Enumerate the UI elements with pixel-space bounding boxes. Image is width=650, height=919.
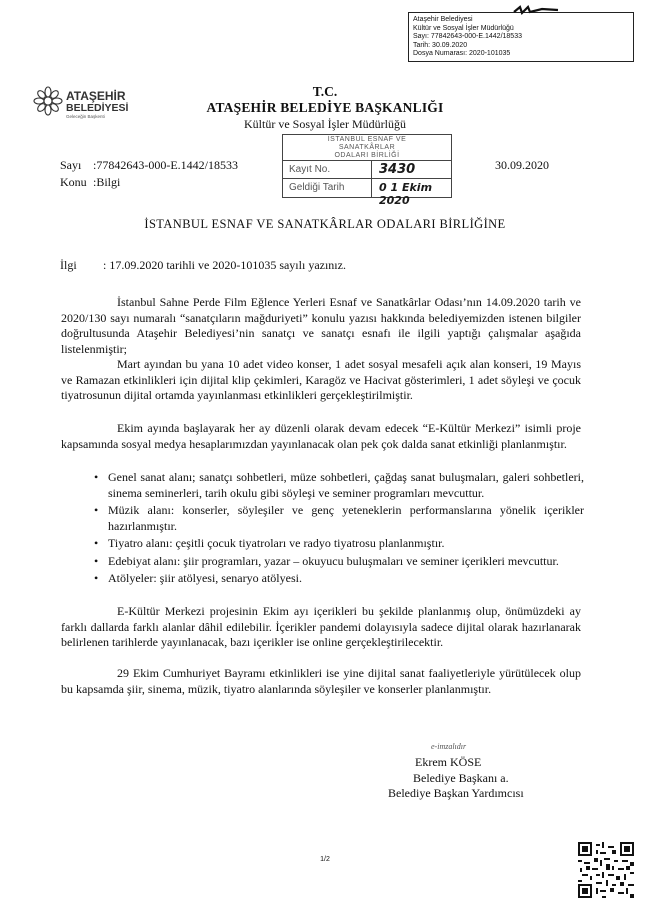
registry-line: Dosya Numarası: 2020-101035 <box>413 50 511 58</box>
konu-label: Konu <box>60 175 87 189</box>
list-item <box>94 470 584 501</box>
logo-line1: ATAŞEHİR <box>66 89 126 103</box>
list-item <box>94 571 584 587</box>
stamp-header <box>283 136 451 160</box>
bullet-icon: • <box>94 553 99 568</box>
signer-name: Ekrem KÖSE <box>415 755 482 769</box>
list-item <box>94 554 584 570</box>
stamp-row-gelis <box>283 178 451 207</box>
page-number: 1/2 <box>320 856 330 863</box>
stamp-row-kayit <box>283 160 451 179</box>
stamp-kayit-value: 3430 <box>379 162 416 177</box>
logo-tagline: Geleceğin Başkenti <box>66 114 105 119</box>
logo-line2: BELEDİYESİ <box>66 102 129 114</box>
bullet-icon: • <box>94 536 99 550</box>
ilgi-value: : 17.09.2020 tarihli ve 2020-101035 sayılı yazınız. <box>103 258 346 272</box>
list-item-text: Tiyatro alanı: çeşitli çocuk tiyatroları ve radyo tiyatrosu planlanmıştır. <box>108 536 445 550</box>
e-signature-note: e-imzalıdır <box>431 742 467 751</box>
handwritten-initial-mark <box>512 4 560 16</box>
document-date: 30.09.2020 <box>495 158 549 172</box>
list-item-text: Müzik alanı: konserler, söyleşiler ve genç yeteneklerin performanslarına yönelik içerikler hazırlanmıştır. <box>108 503 584 533</box>
body-paragraph-1: İstanbul Sahne Perde Film Eğlence Yerleri Esnaf ve Sanatkârlar Odası’nın 14.09.2020 tarih ve 2020/130 sayı numaralı “sanatçıların mağduriyeti” konulu yazısı hakkında belediyemizden istenen bilgiler doğrultusunda Ataşehir Belediyesi’nin sanatçı ve sanatçı esnafı ile ilgili yaptığı çalışmalar aşağıda listelenmiştir; <box>61 295 581 356</box>
stamp-gelis-label: Geldiği Tarih <box>289 182 345 193</box>
body-paragraph-2: Mart ayından bu yana 10 adet video konser, 1 adet sosyal mesafeli açık alan konseri, 19 Mayıs ve Ramazan etkinlikleri için dijital klip çekimleri, Karagöz ve Hacivat gösterimleri, 1 adet söyleşi ve çocuk tiyatrosunun dijital ortamda yayınlanması etkinlikleri gerçekleştirilmiştir. <box>61 357 581 402</box>
qr-code-icon <box>578 842 634 898</box>
list-item <box>94 536 584 552</box>
body-paragraph-4: E-Kültür Merkezi projesinin Ekim ayı içerikleri bu şekilde planlanmış olup, önümüzdeki ay farklı dallarda farklı alanlar dâhil edilebilir. İçerikler pandemi dolayısıyla sadece dijital olarak hazırlanarak belirlenen tarihlerde yayınlanacak, bazı içerikler ise online gerçekleştirilecektir. <box>61 604 581 649</box>
sayi-value: :77842643-000-E.1442/18533 <box>93 158 238 172</box>
recipient: İSTANBUL ESNAF VE SANATKÂRLAR ODALARI BİRLİĞİNE <box>144 217 506 231</box>
bullet-icon: • <box>94 503 99 517</box>
stamp-kayit-label: Kayıt No. <box>289 164 331 175</box>
registry-line: Kültür ve Sosyal İşler Müdürlüğü <box>413 24 514 32</box>
body-paragraph-5: 29 Ekim Cumhuriyet Bayramı etkinlikleri ise yine dijital sanat faaliyetleriyle yürütülecek olup bu kapsamda şiir, sinema, müzik, tiyatro alanlarında söyleşiler ve konserler planlanmıştır. <box>61 666 581 696</box>
list-item-text: Edebiyat alanı: şiir programları, yazar – okuyucu buluşmaları ve seminer içerikleri mevcuttur. <box>108 553 559 568</box>
registry-box <box>408 12 634 62</box>
bullet-icon: • <box>94 571 99 585</box>
sayi-label: Sayı <box>60 158 82 172</box>
stamp-title-line: ODALARI BİRLİĞİ <box>334 152 400 159</box>
stamp-gelis-value: 0 1 Ekim 2020 <box>379 181 433 207</box>
ilgi-label: İlgi <box>60 258 77 272</box>
activity-list <box>94 470 584 589</box>
registry-line: Tarih: 30.09.2020 <box>413 41 468 49</box>
header-tc: T.C. <box>312 84 338 99</box>
list-item-text: Genel sanat alanı; sanatçı sohbetleri, müze sohbetleri, çağdaş sanat buluşmaları, galeri sohbetleri, sinema seminerleri, tarih okulu gibi söyleşi ve seminer programları mevcuttur. <box>108 470 584 500</box>
stamp-title-line: İSTANBUL ESNAF VE <box>327 136 407 143</box>
incoming-stamp <box>282 134 452 207</box>
body-paragraph-3: Ekim ayında başlayarak her ay düzenli olarak devam edecek “E-Kültür Merkezi” isimli proje kapsamında sosyal medya hesaplarımızdan yayınlanacak olan pek çok dalda sanat etkinliği planlanmıştır. <box>61 421 581 451</box>
registry-line: Ataşehir Belediyesi <box>413 16 473 23</box>
registry-line: Sayı: 77842643-000-E.1442/18533 <box>413 33 522 41</box>
list-item-text: Atölyeler: şiir atölyesi, senaryo atölyesi. <box>108 571 302 585</box>
bullet-icon: • <box>94 470 99 484</box>
konu-value: :Bilgi <box>93 175 121 189</box>
list-item <box>94 503 584 534</box>
header-dept: Kültür ve Sosyal İşler Müdürlüğü <box>244 117 406 131</box>
signer-title: Belediye Başkan Yardımcısı <box>388 786 524 800</box>
stamp-title-line: SANATKÂRLAR <box>338 144 396 151</box>
signer-title: Belediye Başkanı a. <box>413 770 509 785</box>
signature-block <box>388 755 524 802</box>
header-org: ATAŞEHİR BELEDİYE BAŞKANLIĞI <box>206 100 444 115</box>
